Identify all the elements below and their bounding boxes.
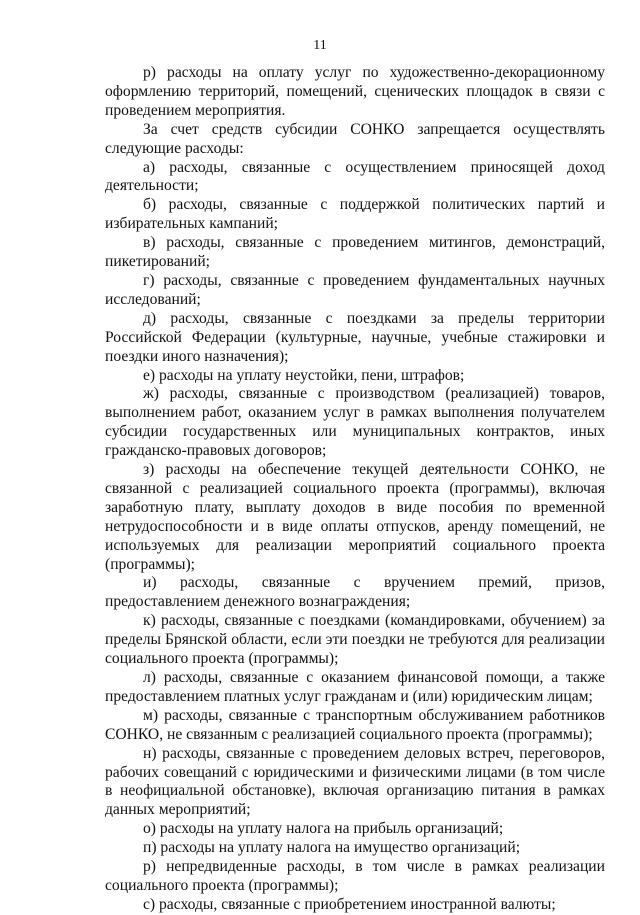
paragraph-item-n: н) расходы, связанные с проведением деловых встреч, переговоров, рабочих совещаний с юридическими и физическими лицами (в том числе в неофициальной обстановке), включая организацию питания в рамках данных мероприятий;	[105, 744, 605, 819]
paragraph-item-r: р) непредвиденные расходы, в том числе в рамках реализации социального проекта (программы);	[105, 858, 605, 894]
paragraph-item-m: м) расходы, связанные с транспортным обслуживанием работников СОНКО, не связанным с реализацией социального проекта (программы);	[105, 706, 605, 743]
paragraph-item-d: д) расходы, связанные с поездками за пределы территории Российской Федерации (культурные, научные, учебные стажировки и поездки иного назначения);	[105, 309, 605, 365]
paragraph-item-b: б) расходы, связанные с поддержкой политических партий и избирательных кампаний;	[105, 196, 605, 233]
paragraph-item-p: п) расходы на уплату налога на имущество организаций;	[143, 839, 521, 857]
paragraph-item-k: к) расходы, связанные с поездками (командировками, обучением) за пределы Брянской области, если эти поездки не требуются для реализации социального проекта (программы);	[105, 612, 605, 668]
paragraph-item-zh: ж) расходы, связанные с производством (реализацией) товаров, выполнением работ, оказанием услуг в рамках выполнения получателем субсидии государственных или муниципальных контрактов, иных гражданско-правовых договоров;	[105, 385, 605, 460]
paragraph-item-l: л) расходы, связанные с оказанием финансовой помощи, а также предоставлением платных услуг гражданам и (или) юридическим лицам;	[105, 669, 605, 705]
page-number: 11	[313, 38, 327, 53]
paragraph-item-s: с) расходы, связанные с приобретением иностранной валюты;	[143, 895, 556, 913]
paragraph-item-z: з) расходы на обеспечение текущей деятельности СОНКО, не связанной с реализацией социального проекта (программы), включая заработную плату, выплату доходов в виде пособия по временной нетрудоспособности и в виде оплаты отпусков, аренду помещений, не используемых для реализации мероприятий социального проекта (программы);	[105, 461, 605, 573]
paragraph-item-o: о) расходы на уплату налога на прибыль организаций;	[143, 820, 504, 838]
paragraph-prohibited-intro: За счет средств субсидии СОНКО запрещается осуществлять следующие расходы:	[105, 120, 605, 157]
paragraph-item-v: в) расходы, связанные с проведением митингов, демонстраций, пикетирований;	[105, 234, 605, 271]
paragraph-item-a: а) расходы, связанные с осуществлением приносящей доход деятельности;	[105, 158, 605, 195]
paragraph-item-i: и) расходы, связанные с вручением премий, призов, предоставлением денежного вознаграждения;	[105, 574, 605, 611]
paragraph-expense-r-decoration: р) расходы на оплату услуг по художественно-декорационному оформлению территорий, помещений, сценических площадок в связи с проведением мероприятия.	[105, 64, 605, 119]
paragraph-item-g: г) расходы, связанные с проведением фундаментальных научных исследований;	[105, 271, 605, 308]
document-body	[105, 64, 605, 915]
paragraph-item-e: е) расходы на уплату неустойки, пени, штрафов;	[143, 366, 465, 384]
